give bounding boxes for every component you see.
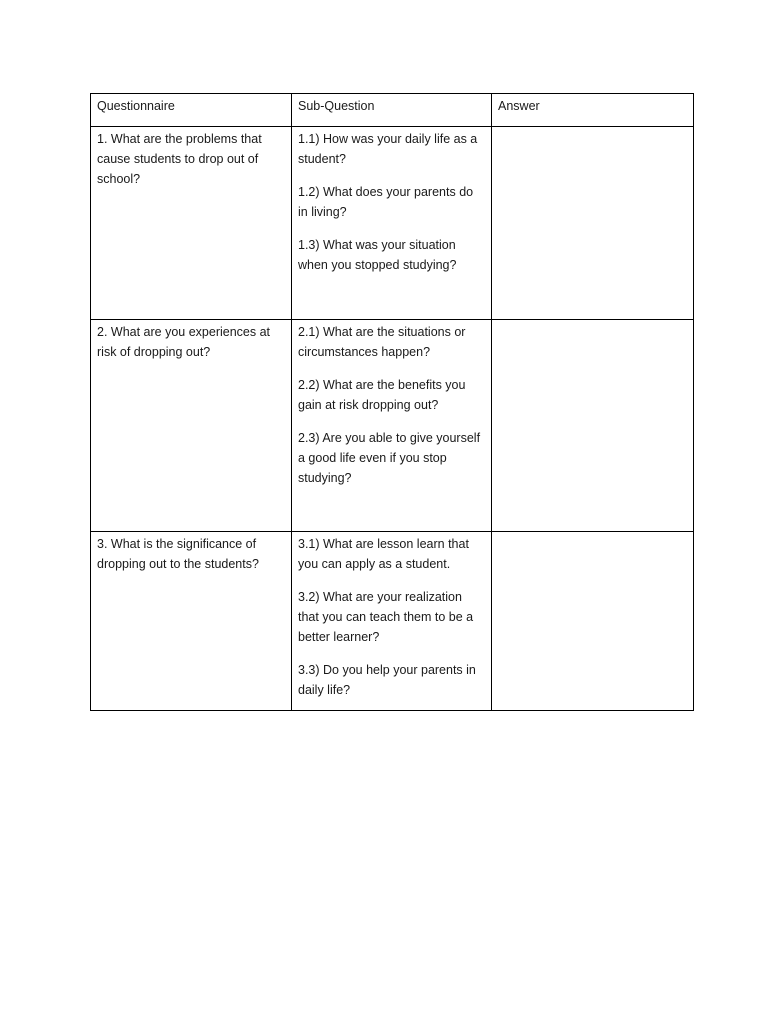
- question-text: 1. What are the problems that cause students to drop out of school?: [97, 132, 262, 186]
- sub-question-cell: [292, 532, 492, 711]
- table-row: [91, 532, 694, 711]
- question-text: 2. What are you experiences at risk of dropping out?: [97, 325, 271, 359]
- sub-question-cell: [292, 127, 492, 320]
- question-cell: [91, 532, 292, 711]
- header-sub-question: Sub-Question: [292, 94, 492, 127]
- sub-question-text: 1.1) How was your daily life as a student?: [298, 132, 478, 166]
- answer-cell[interactable]: [492, 127, 694, 320]
- sub-question-text: 2.1) What are the situations or circumstances happen?: [298, 325, 466, 359]
- sub-question-text: 3.1) What are lesson learn that you can apply as a student.: [298, 537, 469, 571]
- questionnaire-table: [90, 93, 694, 711]
- sub-question-text: 1.2) What does your parents do in living?: [298, 185, 474, 219]
- question-cell: [91, 127, 292, 320]
- sub-question-text: 3.2) What are your realization that you can teach them to be a better learner?: [298, 590, 474, 644]
- header-questionnaire: Questionnaire: [91, 94, 292, 127]
- sub-question-text: 2.3) Are you able to give yourself a good life even if you stop studying?: [298, 431, 481, 485]
- table-header-row: [91, 94, 694, 127]
- sub-question-cell: [292, 320, 492, 532]
- sub-question-text: 3.3) Do you help your parents in daily life?: [298, 663, 476, 697]
- header-answer: Answer: [492, 94, 694, 127]
- question-cell: [91, 320, 292, 532]
- answer-cell[interactable]: [492, 320, 694, 532]
- answer-cell[interactable]: [492, 532, 694, 711]
- question-text: 3. What is the significance of dropping out to the students?: [97, 537, 259, 571]
- sub-question-text: 1.3) What was your situation when you stopped studying?: [298, 238, 457, 272]
- table-row: [91, 127, 694, 320]
- table-row: [91, 320, 694, 532]
- sub-question-text: 2.2) What are the benefits you gain at risk dropping out?: [298, 378, 466, 412]
